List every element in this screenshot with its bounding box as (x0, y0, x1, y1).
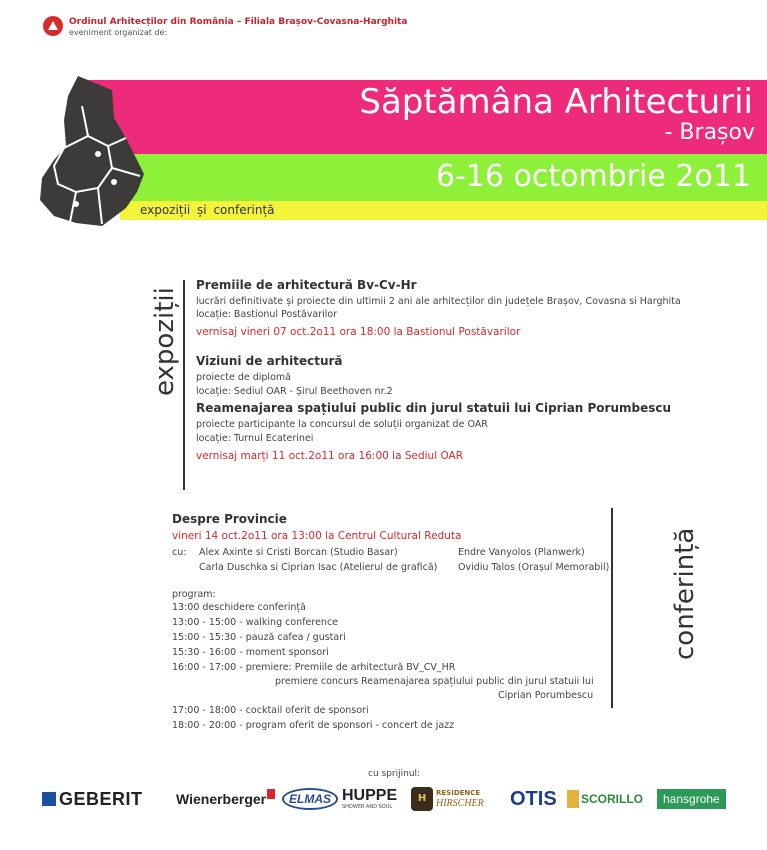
event-tagline: expoziții și conferință (140, 203, 275, 217)
program-item: 16:00 - 17:00 - premiere: Premiile de arhitectură BV_CV_HR (172, 662, 456, 673)
exhibit-3-desc: proiecte participante la concursul de soluții organizat de OAR (196, 419, 488, 430)
speaker-4: Ovidiu Talos (Orașul Memorabil) (458, 562, 610, 573)
sponsor-otis-logo: OTIS (510, 787, 557, 810)
exhibit-3-title: Reamenajarea spațiului public din jurul statuii lui Ciprian Porumbescu (196, 401, 672, 415)
program-item: premiere concurs Reamenajarea spațiului public din jurul statuii lui (275, 676, 594, 687)
scorillo-s-icon (567, 790, 579, 808)
conference-when: vineri 14 oct.2o11 ora 13:00 la Centrul Cultural Reduta (172, 530, 462, 542)
exhibit-2-desc: proiecte de diplomă (196, 372, 291, 383)
exhibit-1-location: locație: Bastionul Postăvarilor (196, 309, 338, 320)
program-item: 15:00 - 15:30 - pauză cafea / gustari (172, 632, 346, 643)
exhibit-2-title: Viziuni de arhitectură (196, 354, 343, 368)
program-item: 13:00 deschidere conferință (172, 602, 306, 613)
sponsor-wienerberger-logo: Wienerberger (176, 786, 275, 812)
program-item: 18:00 - 20:00 - program oferit de sponsori - concert de jazz (172, 720, 455, 731)
program-item: 13:00 - 15:00 - walking conference (172, 617, 339, 628)
organizer-name: Ordinul Arhitecților din România – Filiala Brașov-Covasna-Harghita (69, 17, 408, 27)
speaker-3: Carla Duschka si Ciprian Isac (Atelierul de grafică) (199, 562, 438, 573)
program-label: program: (172, 589, 216, 600)
event-city: - Brașov (664, 120, 755, 145)
event-title: Săptămâna Arhitecturii (359, 82, 753, 122)
sponsor-elmas-logo: ELMAS (282, 786, 338, 812)
sponsor-hansgrohe-logo: hansgrohe (657, 786, 726, 812)
speaker-1: Alex Axinte si Cristi Borcan (Studio Basar) (199, 547, 398, 558)
organizer-subtitle: eveniment organizat de: (69, 28, 168, 37)
wienerberger-flame-icon (267, 789, 275, 799)
program-item: 17:00 - 18:00 - cocktail oferit de sponsori (172, 705, 369, 716)
sponsor-scorillo-logo: SCORILLO (567, 786, 643, 812)
expozitii-vertical-label: expoziții (150, 287, 180, 396)
speakers-label: cu: (172, 547, 187, 558)
oar-logo (43, 16, 63, 36)
sponsor-hirscher-logo: H RESIDENCE HIRSCHER (411, 786, 484, 812)
exhibit-1-desc: lucrări definitivate și proiecte din ultimii 2 ani ale arhitecților din județele Brașov, Covasna si Harghita (196, 296, 681, 307)
event-dates: 6-16 octombrie 2o11 (435, 159, 751, 194)
expozitii-divider (183, 280, 185, 490)
exhibit-3-vernisaj: vernisaj marți 11 oct.2o11 ora 16:00 la Sediul OAR (196, 450, 464, 462)
exhibit-1-title: Premiile de arhitectură Bv-Cv-Hr (196, 278, 417, 292)
speaker-2: Endre Vanyolos (Planwerk) (458, 547, 585, 558)
hirscher-crest-icon: H (411, 787, 433, 811)
program-item: 15:30 - 16:00 - moment sponsori (172, 647, 329, 658)
sponsors-label: cu sprijinul: (368, 769, 421, 779)
conferinta-vertical-label: conferință (670, 527, 700, 660)
geberit-square-icon (42, 792, 56, 806)
exhibit-2-location: locație: Sediul OAR - Șirul Beethoven nr.2 (196, 386, 393, 397)
sponsor-geberit-logo: GEBERIT (42, 786, 143, 812)
sponsor-huppe-logo: HUPPE SHOWER AND SOUL (342, 787, 398, 810)
exhibit-1-vernisaj: vernisaj vineri 07 oct.2o11 ora 18:00 la Bastionul Postăvarilor (196, 326, 521, 338)
exhibit-3-location: locație: Turnul Ecaterinei (196, 433, 314, 444)
conferinta-divider (611, 508, 613, 708)
program-item: Ciprian Porumbescu (498, 690, 594, 701)
conference-title: Despre Provincie (172, 512, 287, 526)
